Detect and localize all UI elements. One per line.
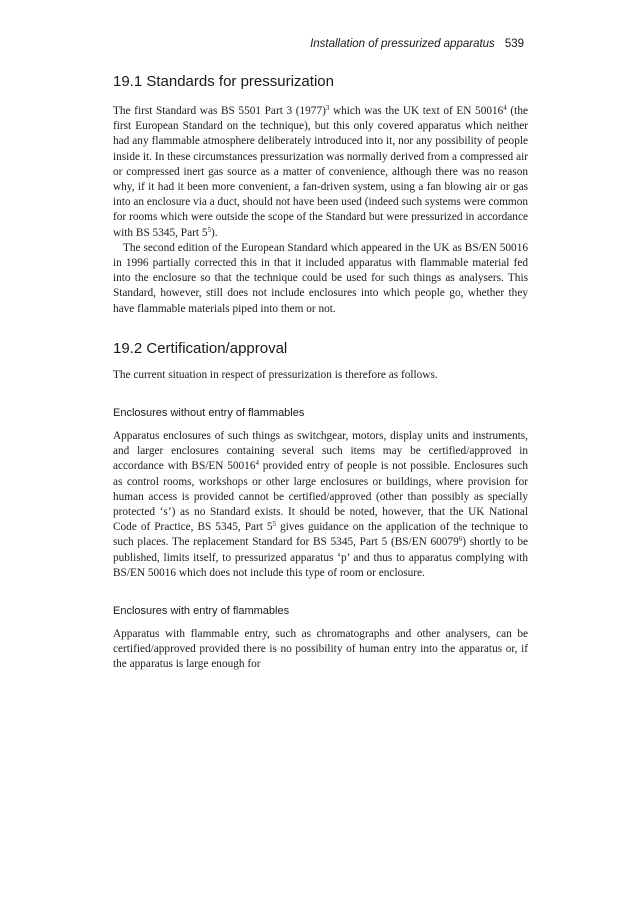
section-heading-standards: 19.1 Standards for pressurization	[113, 73, 334, 90]
text-run: Apparatus enclosures of such things as switchgear, motors, display units and instruments, and larger enclosures containing several such items may be certified/approved in accordance with BS/EN 50016	[113, 430, 528, 473]
reference-superscript: 3	[325, 104, 330, 112]
running-head	[310, 38, 524, 50]
text-run: ).	[210, 226, 218, 239]
paragraph-first-standard	[113, 104, 528, 241]
reference-superscript: 5	[272, 520, 277, 529]
text-run: The first Standard was BS 5501 Part 3 (1977)	[113, 105, 326, 117]
page-content	[113, 72, 528, 673]
subheading-with-flammables: Enclosures with entry of flammables	[113, 605, 290, 618]
text-run: provided entry of people is not possible. Enclosures such as control rooms, workshops or other large enclosures or buildings, where provision for human access is provided cannot be certified/approved (other than possibly as specially protected ‘s’) as no Standard exists. It should be noted, however, that the UK National Code of Practice, BS 5345, Part 5	[113, 460, 528, 534]
paragraph-current-situation: The current situation in respect of pressurization is therefore as follows.	[113, 368, 438, 381]
reference-superscript: 4	[255, 459, 259, 468]
text-run: ) shortly to be published, limits itself, to pressurized apparatus ‘p’ and thus to apparatus complying with BS/EN 50016 which does not include this type of room or enclosure.	[113, 536, 528, 579]
subheading-without-flammables: Enclosures without entry of flammables	[113, 407, 305, 420]
paragraph-second-edition: The second edition of the European Standard which appeared in the UK as BS/EN 50016 in 1996 partially corrected this in that it included apparatus with flammable material fed into the enclosure so that the technique could be used for such things as analysers. This Standard, however, still does not include enclosures into which people go, whether they have flammable materials piped into them or not.	[113, 241, 528, 315]
text-run: gives guidance on the application of the technique to such places. The replacement Standard for BS 5345, Part 5 (BS/EN 60079	[113, 521, 528, 549]
reference-superscript: 6	[458, 535, 463, 544]
reference-superscript: 4	[503, 104, 507, 112]
paragraph-without-flammables	[113, 429, 528, 581]
text-run: which was the UK text of EN 50016	[329, 105, 504, 117]
reference-superscript: 5	[207, 225, 211, 234]
section-heading-certification: 19.2 Certification/approval	[113, 339, 288, 357]
page-number: 539	[504, 38, 524, 50]
running-head-title: Installation of pressurized apparatus	[310, 38, 495, 50]
text-run: (the first European Standard on the technique), but this only covered apparatus which neither had any flammable atmosphere deliberately introduced into it, nor any possibility of people inside it. In these circumstances pressurization was normally derived from a compressed air or compressed inert gas source as a matter of convenience, although there was no reason why, if it had it been more convenient, a fan-driven system, using a fan blowing air or gas into an enclosure via a duct, should not have been used (indeed such systems were common for rooms which were outside the scope of the Standard but were pressurized in accordance with BS 5345, Part 5	[113, 105, 528, 239]
paragraph-with-flammables: Apparatus with flammable entry, such as chromatographs and other analysers, can be certified/approved provided there is no possibility of human entry into the apparatus or, if the apparatus is large enough for	[113, 628, 528, 671]
